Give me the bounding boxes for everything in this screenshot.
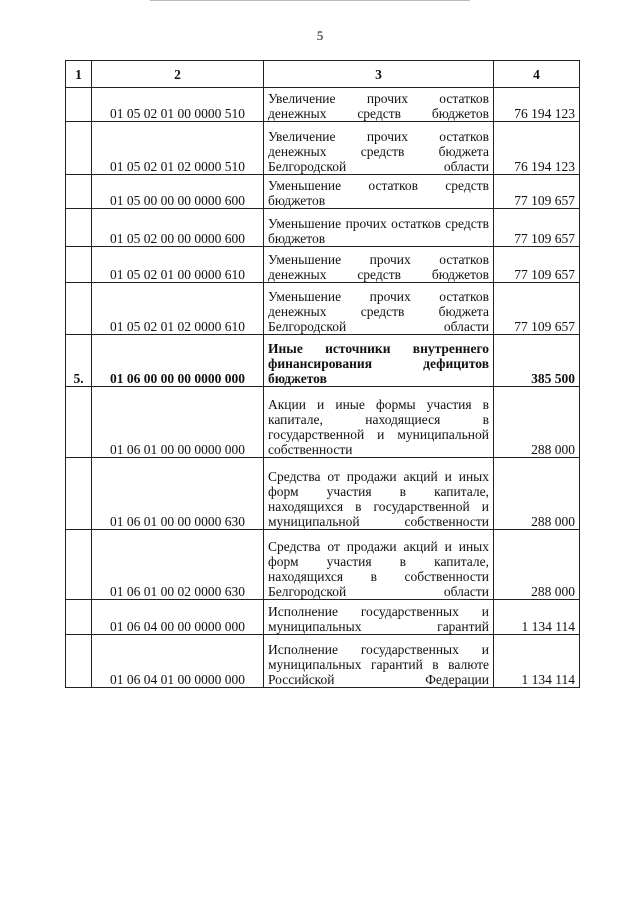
row-amount: 77 109 657 <box>494 175 580 209</box>
table-row <box>66 530 580 600</box>
row-code: 01 05 02 01 02 0000 610 <box>92 283 264 335</box>
row-amount: 288 000 <box>494 458 580 530</box>
header-col-3: 3 <box>264 61 494 88</box>
row-number <box>66 209 92 247</box>
row-name: Уменьшение прочих остатков денежных средств бюджета Белгородской области <box>264 283 494 335</box>
table-row <box>66 122 580 175</box>
row-code: 01 05 00 00 00 0000 600 <box>92 175 264 209</box>
table-row <box>66 635 580 688</box>
table-row <box>66 387 580 458</box>
table-row <box>66 458 580 530</box>
table-row <box>66 600 580 635</box>
header-col-2: 2 <box>92 61 264 88</box>
row-amount: 76 194 123 <box>494 122 580 175</box>
row-amount: 77 109 657 <box>494 283 580 335</box>
row-name: Исполнение государственных и муниципальных гарантий <box>264 600 494 635</box>
row-amount: 288 000 <box>494 530 580 600</box>
row-name: Увеличение прочих остатков денежных средств бюджета Белгородской области <box>264 122 494 175</box>
row-number <box>66 283 92 335</box>
row-number <box>66 247 92 283</box>
page-number: 5 <box>316 28 324 43</box>
row-number <box>66 88 92 122</box>
row-amount: 1 134 114 <box>494 635 580 688</box>
row-code: 01 05 02 01 00 0000 510 <box>92 88 264 122</box>
table-row-section <box>66 335 580 387</box>
row-name: Иные источники внутреннего финансирования дефицитов бюджетов <box>264 335 494 387</box>
row-amount: 76 194 123 <box>494 88 580 122</box>
table-row <box>66 247 580 283</box>
row-number <box>66 458 92 530</box>
row-number <box>66 600 92 635</box>
row-amount: 1 134 114 <box>494 600 580 635</box>
row-code: 01 05 02 01 00 0000 610 <box>92 247 264 283</box>
sources-table <box>65 60 580 688</box>
table-row <box>66 88 580 122</box>
row-code: 01 06 01 00 00 0000 630 <box>92 458 264 530</box>
row-amount: 77 109 657 <box>494 247 580 283</box>
table-row <box>66 283 580 335</box>
row-code: 01 06 04 01 00 0000 000 <box>92 635 264 688</box>
row-code: 01 06 04 00 00 0000 000 <box>92 600 264 635</box>
row-name: Акции и иные формы участия в капитале, находящиеся в государственной и муниципальной собственности <box>264 387 494 458</box>
header-col-4: 4 <box>494 61 580 88</box>
row-code: 01 06 01 00 00 0000 000 <box>92 387 264 458</box>
table-header-row <box>66 61 580 88</box>
row-number <box>66 122 92 175</box>
row-number <box>66 175 92 209</box>
table-row <box>66 175 580 209</box>
row-amount: 385 500 <box>494 335 580 387</box>
row-number <box>66 530 92 600</box>
row-name: Уменьшение остатков средств бюджетов <box>264 175 494 209</box>
row-name: Уменьшение прочих остатков денежных средств бюджетов <box>264 247 494 283</box>
row-name: Средства от продажи акций и иных форм участия в капитале, находящихся в государственной и муниципальной собственности <box>264 458 494 530</box>
table-row <box>66 209 580 247</box>
row-code: 01 05 02 01 02 0000 510 <box>92 122 264 175</box>
row-name: Средства от продажи акций и иных форм участия в капитале, находящихся в собственности Белгородской области <box>264 530 494 600</box>
row-number <box>66 635 92 688</box>
row-number <box>66 387 92 458</box>
row-code: 01 06 00 00 00 0000 000 <box>92 335 264 387</box>
row-number: 5. <box>66 335 92 387</box>
top-edge-line <box>150 0 470 1</box>
row-code: 01 05 02 00 00 0000 600 <box>92 209 264 247</box>
row-amount: 288 000 <box>494 387 580 458</box>
row-name: Исполнение государственных и муниципальных гарантий в валюте Российской Федерации <box>264 635 494 688</box>
row-amount: 77 109 657 <box>494 209 580 247</box>
row-code: 01 06 01 00 02 0000 630 <box>92 530 264 600</box>
header-col-1: 1 <box>66 61 92 88</box>
row-name: Уменьшение прочих остатков средств бюджетов <box>264 209 494 247</box>
row-name: Увеличение прочих остатков денежных средств бюджетов <box>264 88 494 122</box>
